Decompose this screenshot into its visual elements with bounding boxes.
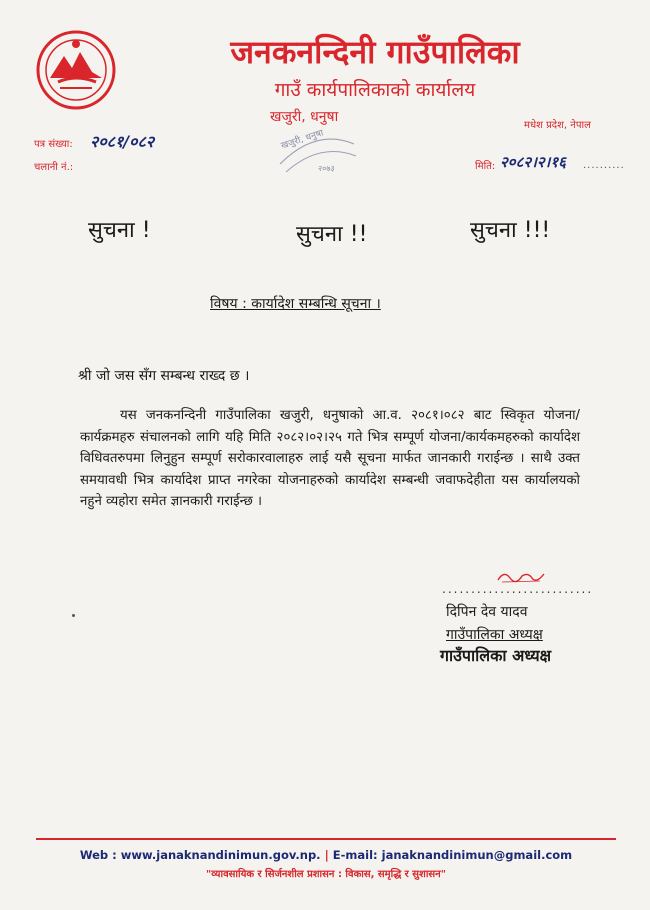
scan-speck (72, 614, 75, 617)
office-location: खजुरी, धनुषा (270, 109, 339, 125)
reference-number-label: पत्र संख्या: (34, 139, 73, 150)
signer-title-stamp: गाउँपालिका अध्यक्ष (440, 646, 552, 665)
signer-title: गाउँपालिका अध्यक्ष (446, 627, 543, 643)
stamp-text: खजुरी, धनुषा (279, 128, 325, 152)
stamp-number: २०७३ (318, 164, 335, 173)
org-name: जनकनन्दिनी गाउँपालिका (230, 33, 520, 71)
signer-name: दिपिन देव यादव (446, 604, 528, 620)
date-dotted-line: .......... (583, 160, 625, 171)
footer-divider (36, 838, 616, 840)
date-value: २०८२।२।१६ (500, 153, 566, 171)
footer-contact (36, 848, 616, 862)
notice-heading-2: सुचना !! (296, 222, 368, 247)
footer-separator: | (324, 848, 329, 862)
signature-dotted-line: .......................... (442, 582, 594, 596)
notice-heading-3: सुचना !!! (470, 218, 551, 243)
letter-salutation: श्री जो जस सँग सम्बन्ध राख्द छ । (78, 368, 250, 384)
footer-email[interactable]: E-mail: janaknandinimun@gmail.com (332, 848, 573, 862)
province-label: मधेश प्रदेश, नेपाल (524, 120, 591, 131)
notice-heading-1: सुचना ! (88, 218, 151, 243)
letter-body: यस जनकनन्दिनी गाउँपालिका खजुरी, धनुषाको आ.व. २०८१।०८२ बाट स्विकृत योजना/कार्यक्रमहरु संचालनको लागि यहि मिति २०८२।०२।२५ गते भित्र सम्पूर्ण योजना/कार्यकमहरुको कार्यादेश विधिवतरुपमा लिनुहुन सम्पूर्ण सरोकारवालाहरु लाई यसै सूचना मार्फत जानकारी गराईन्छ । साथै उक्त समयावधी भित्र कार्यादेश प्राप्त नगरेका योजनाहरुको कार्यादेश सम्बन्धी जवाफदेहीता यस कार्यालयको नहुने व्यहोरा समेत ज्ञानकारी गराईन्छ । (80, 408, 580, 509)
date-label: मिति: (475, 161, 496, 172)
footer-website[interactable]: Web : www.janaknandinimun.gov.np. (79, 848, 321, 862)
footer-slogan: "व्यावसायिक र सिर्जनशील प्रशासन : विकास, समृद्धि र सुशासन" (206, 869, 446, 880)
letter-subject: विषय : कार्यादेश सम्बन्धि सूचना । (210, 296, 381, 312)
office-name: गाउँ कार्यपालिकाको कार्यालय (274, 79, 476, 101)
emblem-logo-icon (30, 28, 122, 112)
dispatch-number-label: चलानी नं.: (34, 162, 74, 173)
reference-number-value: २०८१/०८२ (90, 132, 155, 151)
